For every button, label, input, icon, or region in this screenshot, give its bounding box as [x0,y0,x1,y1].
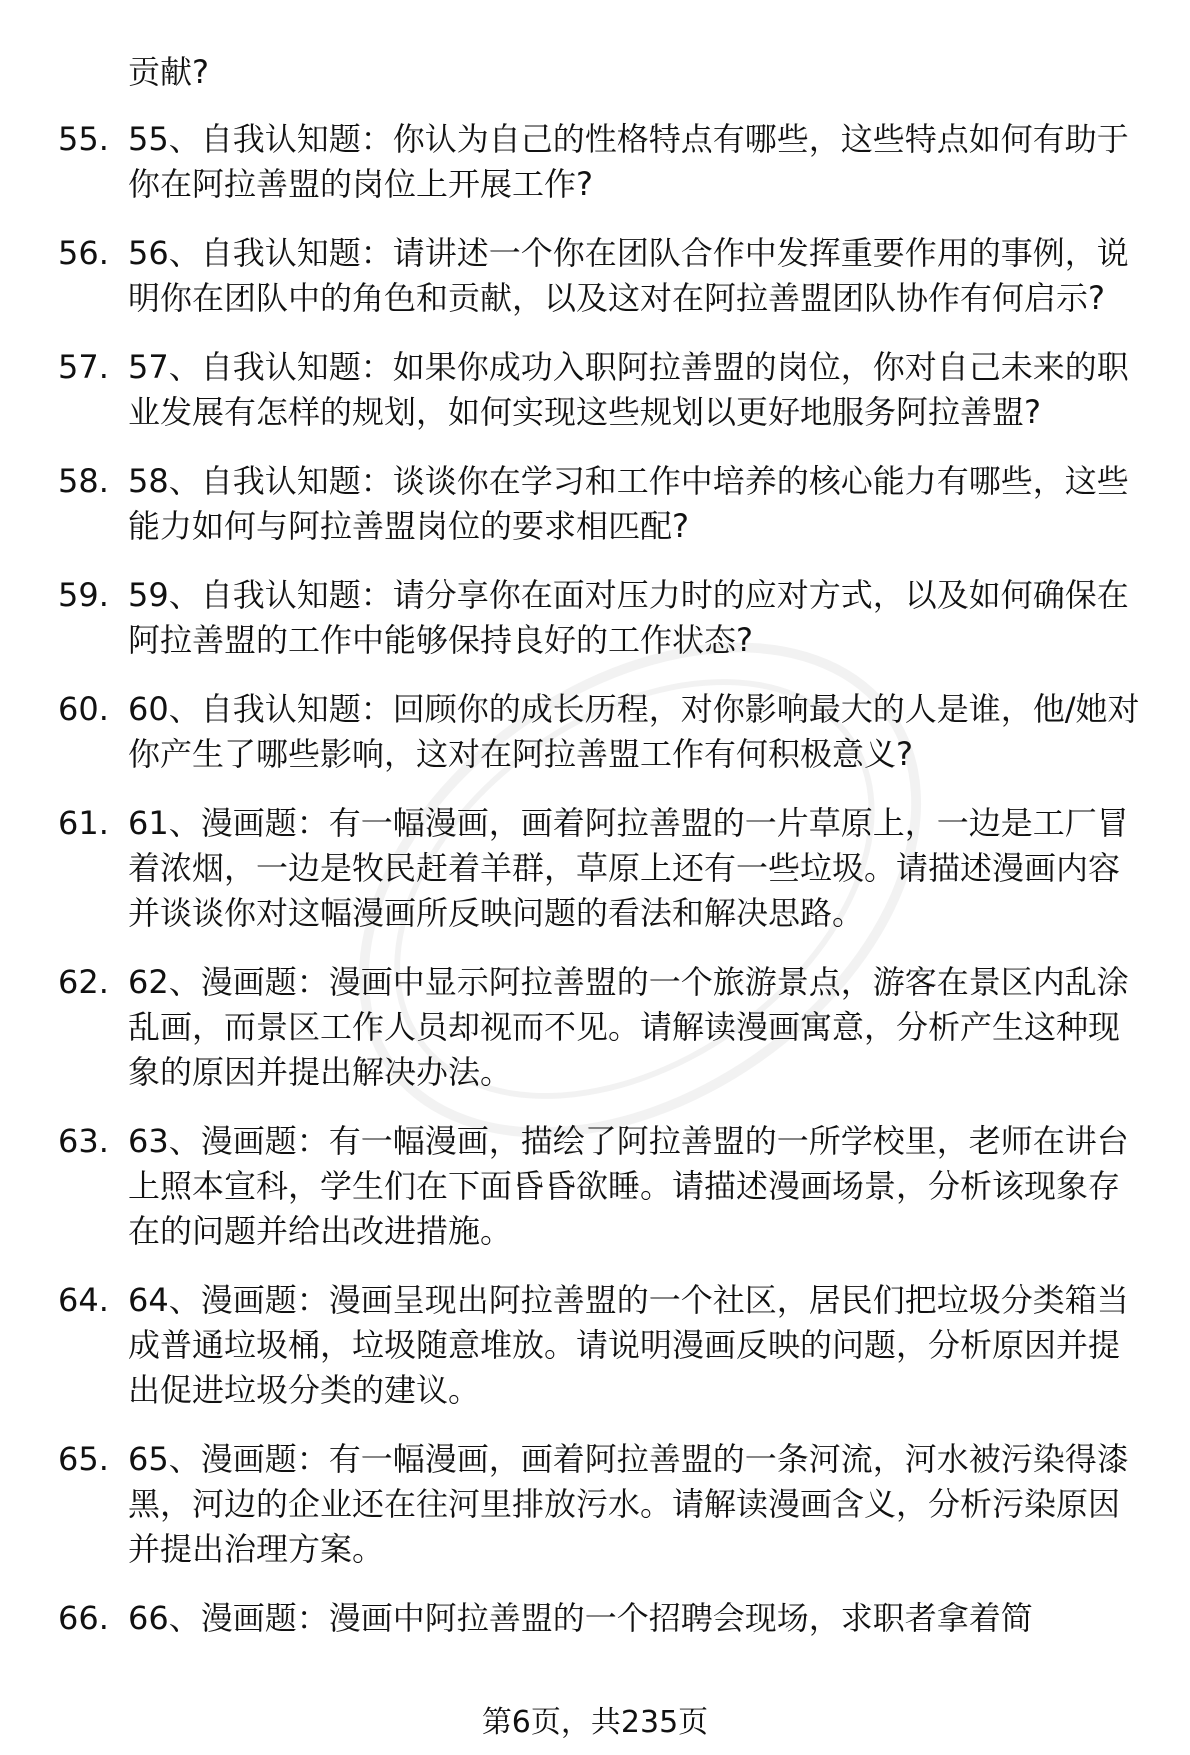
list-item [58,459,1158,549]
item-text: 62、漫画题：漫画中显示阿拉善盟的一个旅游景点，游客在景区内乱涂乱画，而景区工作人员却视而不见。请解读漫画寓意，分析产生这种现象的原因并提出解决办法。 [128,963,1129,1091]
item-text: 63、漫画题：有一幅漫画，描绘了阿拉善盟的一所学校里，老师在讲台上照本宣科，学生们在下面昏昏欲睡。请描述漫画场景，分析该现象存在的问题并给出改进措施。 [128,1122,1129,1250]
item-number: 57. [58,348,109,386]
item-text: 64、漫画题：漫画呈现出阿拉善盟的一个社区，居民们把垃圾分类箱当成普通垃圾桶，垃圾随意堆放。请说明漫画反映的问题，分析原因并提出促进垃圾分类的建议。 [128,1281,1129,1409]
item-number: 60. [58,690,109,728]
list-item [58,231,1158,321]
list-item [58,1119,1158,1254]
items-container [58,117,1158,1641]
list-item [58,117,1158,207]
item-text: 66、漫画题：漫画中阿拉善盟的一个招聘会现场，求职者拿着简 [128,1599,1033,1637]
item-number: 63. [58,1122,109,1160]
list-item [58,1278,1158,1413]
item-number: 58. [58,462,109,500]
list-item [58,801,1158,936]
item-text: 61、漫画题：有一幅漫画，画着阿拉善盟的一片草原上，一边是工厂冒着浓烟，一边是牧民赶着羊群，草原上还有一些垃圾。请描述漫画内容并谈谈你对这幅漫画所反映问题的看法和解决思路。 [128,804,1129,932]
item-text: 57、自我认知题：如果你成功入职阿拉善盟的岗位，你对自己未来的职业发展有怎样的规划，如何实现这些规划以更好地服务阿拉善盟? [128,348,1129,431]
item-text: 60、自我认知题：回顾你的成长历程，对你影响最大的人是谁，他/她对你产生了哪些影响，这对在阿拉善盟工作有何积极意义? [128,690,1140,773]
question-list [58,50,1158,1665]
item-text: 55、自我认知题：你认为自己的性格特点有哪些，这些特点如何有助于你在阿拉善盟的岗位上开展工作? [128,120,1129,203]
item-number: 62. [58,963,109,1001]
list-item [58,345,1158,435]
item-text: 58、自我认知题：谈谈你在学习和工作中培养的核心能力有哪些，这些能力如何与阿拉善盟岗位的要求相匹配? [128,462,1129,545]
item-text: 65、漫画题：有一幅漫画，画着阿拉善盟的一条河流，河水被污染得漆黑，河边的企业还在往河里排放污水。请解读漫画含义，分析污染原因并提出治理方案。 [128,1440,1129,1568]
item-number: 65. [58,1440,109,1478]
item-number: 61. [58,804,109,842]
item-text: 59、自我认知题：请分享你在面对压力时的应对方式，以及如何确保在阿拉善盟的工作中能够保持良好的工作状态? [128,576,1129,659]
list-item [58,573,1158,663]
item-number: 56. [58,234,109,272]
item-number: 64. [58,1281,109,1319]
list-item [58,960,1158,1095]
item-number: 66. [58,1599,109,1637]
list-item [58,1596,1158,1641]
list-item [58,687,1158,777]
list-item [58,1437,1158,1572]
item-number: 55. [58,120,109,158]
continuation-text: 贡献? [128,53,209,91]
item-text: 56、自我认知题：请讲述一个你在团队合作中发挥重要作用的事例，说明你在团队中的角色和贡献，以及这对在阿拉善盟团队协作有何启示? [128,234,1129,317]
page-footer: 第6页，共235页 [481,1705,709,1740]
item-number: 59. [58,576,109,614]
